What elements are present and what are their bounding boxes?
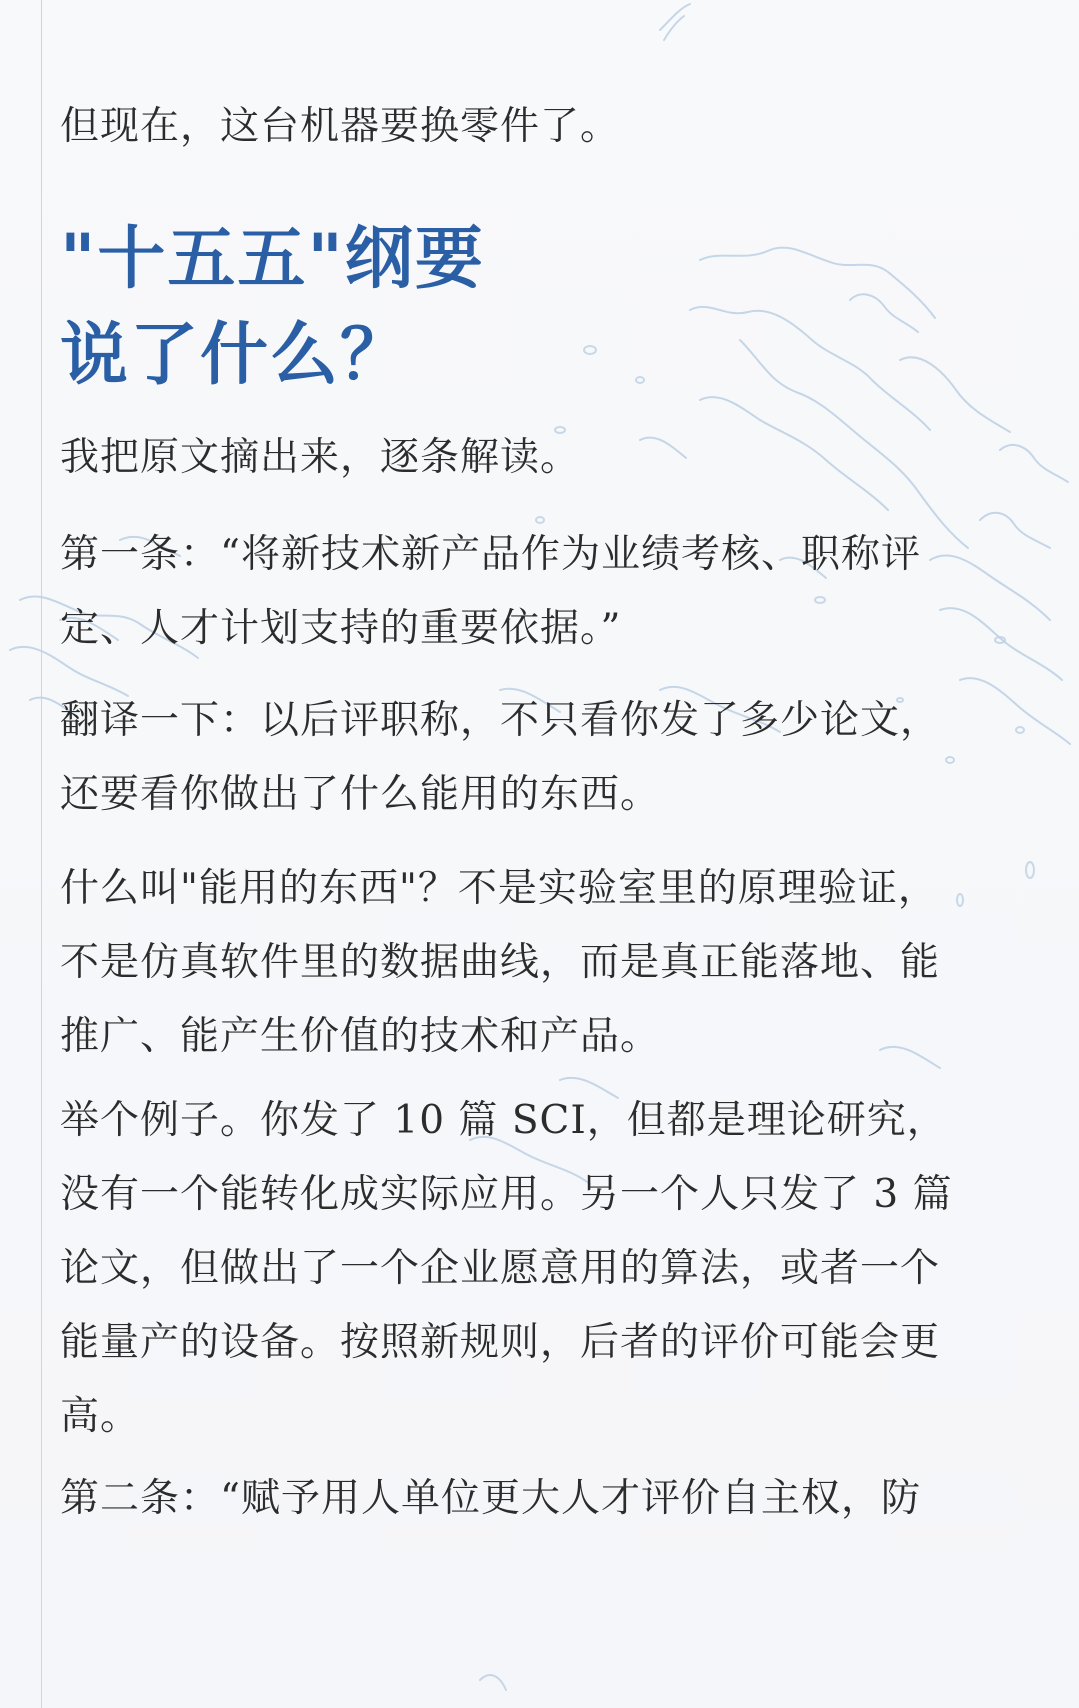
paragraph-line: 不是仿真软件里的数据曲线，而是真正能落地、能	[60, 940, 941, 985]
section-heading-line-1: "十五五"纲要	[60, 220, 485, 299]
paragraph-line: 翻译一下：以后评职称，不只看你发了多少论文，	[60, 698, 941, 743]
paragraph-line: 能量产的设备。按照新规则，后者的评价可能会更	[60, 1320, 941, 1365]
paragraph-example	[60, 1084, 1020, 1454]
paragraph-line: 举个例子。你发了 10 篇 SCI，但都是理论研究，	[60, 1098, 947, 1143]
paragraph-usable-things	[60, 852, 1020, 1074]
margin-rule	[41, 0, 42, 1708]
section-heading-line-2: 说了什么？	[60, 316, 411, 395]
paragraph-line: 高。	[60, 1394, 141, 1439]
section-heading	[60, 212, 1020, 404]
paragraph-translation	[60, 684, 1020, 832]
paragraph-line: 还要看你做出了什么能用的东西。	[60, 772, 661, 817]
intro-paragraph: 但现在，这台机器要换零件了。	[60, 104, 621, 149]
paragraph-line: 我把原文摘出来，逐条解读。	[60, 435, 581, 480]
paragraph-line: 什么叫"能用的东西"？不是实验室里的原理验证，	[60, 866, 938, 911]
paragraph-line: 第二条：“赋予用人单位更大人才评价自主权，防	[60, 1476, 921, 1521]
paragraph-article-two	[60, 1462, 1020, 1536]
paragraph-line: 论文，但做出了一个企业愿意用的算法，或者一个	[60, 1246, 941, 1291]
paragraph-line: 第一条：“将新技术新产品作为业绩考核、职称评	[60, 532, 921, 577]
paragraph-intro-note	[60, 421, 1020, 495]
paragraph-article-one	[60, 518, 1020, 666]
paragraph-line: 推广、能产生价值的技术和产品。	[60, 1014, 661, 1059]
paragraph-line: 定、人才计划支持的重要依据。”	[60, 606, 622, 651]
paragraph-line: 没有一个能转化成实际应用。另一个人只发了 3 篇	[60, 1172, 953, 1217]
